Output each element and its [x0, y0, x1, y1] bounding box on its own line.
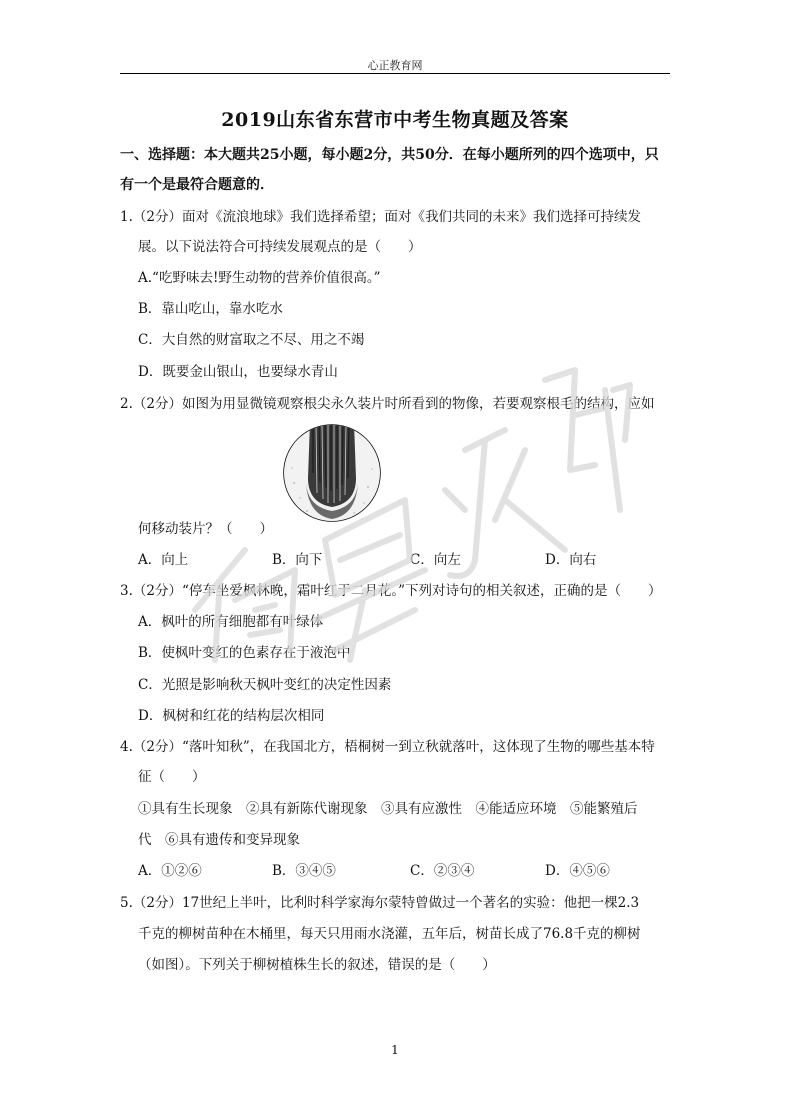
question-2-option-c: C．向左: [410, 552, 461, 568]
question-4-line-2: 征（ ）: [138, 769, 206, 785]
question-1-option-c: C．大自然的财富取之不尽、用之不竭: [138, 332, 365, 348]
header-site-name: 心正教育网: [367, 59, 423, 72]
question-4-line-3: ①具有生长现象 ②具有新陈代谢现象 ③具有应激性 ④能适应环境 ⑤能繁殖后: [138, 801, 638, 817]
question-3-option-b: B．使枫叶变红的色素存在于液泡中: [138, 645, 351, 661]
question-4-option-a: A．①②⑥: [138, 863, 202, 879]
header-rule: [120, 73, 670, 74]
question-5-line-3: （如图）。下列关于柳树植株生长的叙述，错误的是（ ）: [138, 957, 496, 973]
question-5-line-2: 千克的柳树苗种在木桶里，每天只用雨水浇灌，五年后，树苗长成了76.8千克的柳树: [138, 926, 641, 942]
question-1-line-1: 1.（2分）面对《流浪地球》我们选择希望；面对《我们共同的未来》我们选择可持续发: [120, 209, 641, 225]
question-1-option-d: D．既要金山银山，也要绿水青山: [138, 364, 338, 380]
question-4-option-b: B．③④⑤: [272, 863, 336, 879]
section-instructions-line-1: 一、选择题：本大题共25小题，每小题2分，共50分．在每小题所列的四个选项中，只: [120, 147, 659, 163]
root-tip-micrograph-figure: [282, 423, 382, 523]
section-instructions-line-2: 有一个是最符合题意的．: [120, 177, 274, 193]
question-4-line-1: 4.（2分）“落叶知秋”，在我国北方，梧桐树一到立秋就落叶，这体现了生物的哪些基本特: [120, 739, 655, 755]
question-1-option-b: B．靠山吃山，靠水吃水: [138, 301, 283, 317]
question-3-line-1: 3.（2分）“停车坐爱枫林晚，霜叶红于二月花。”下列对诗句的相关叙述，正确的是（ ）: [120, 583, 662, 599]
question-2-line-1: 2.（2分）如图为用显微镜观察根尖永久装片时所看到的物像，若要观察根毛的结构，应如: [120, 396, 655, 412]
question-1-option-a: A.“吃野味去!野生动物的营养价值很高。”: [138, 270, 381, 286]
question-2-option-a: A．向上: [138, 552, 189, 568]
question-2-option-b: B．向下: [272, 552, 323, 568]
question-3-option-c: C．光照是影响秋天枫叶变红的决定性因素: [138, 677, 392, 693]
question-4-option-c: C．②③④: [410, 863, 475, 879]
page-title: 2019山东省东营市中考生物真题及答案: [221, 109, 569, 131]
question-4-option-d: D．④⑤⑥: [545, 863, 610, 879]
page-number: 1: [391, 1043, 399, 1057]
question-3-option-d: D．枫树和红花的结构层次相同: [138, 708, 325, 724]
question-2-option-d: D．向右: [545, 552, 597, 568]
question-5-line-1: 5.（2分）17世纪上半叶，比利时科学家海尔蒙特曾做过一个著名的实验：他把一棵2.3: [120, 895, 640, 911]
question-2-line-2: 何移动装片？（ ）: [138, 521, 273, 537]
question-1-line-2: 展。以下说法符合可持续发展观点的是（ ）: [138, 239, 422, 255]
question-4-line-4: 代 ⑥具有遗传和变异现象: [138, 832, 300, 848]
question-3-option-a: A．枫叶的所有细胞都有叶绿体: [138, 614, 324, 630]
